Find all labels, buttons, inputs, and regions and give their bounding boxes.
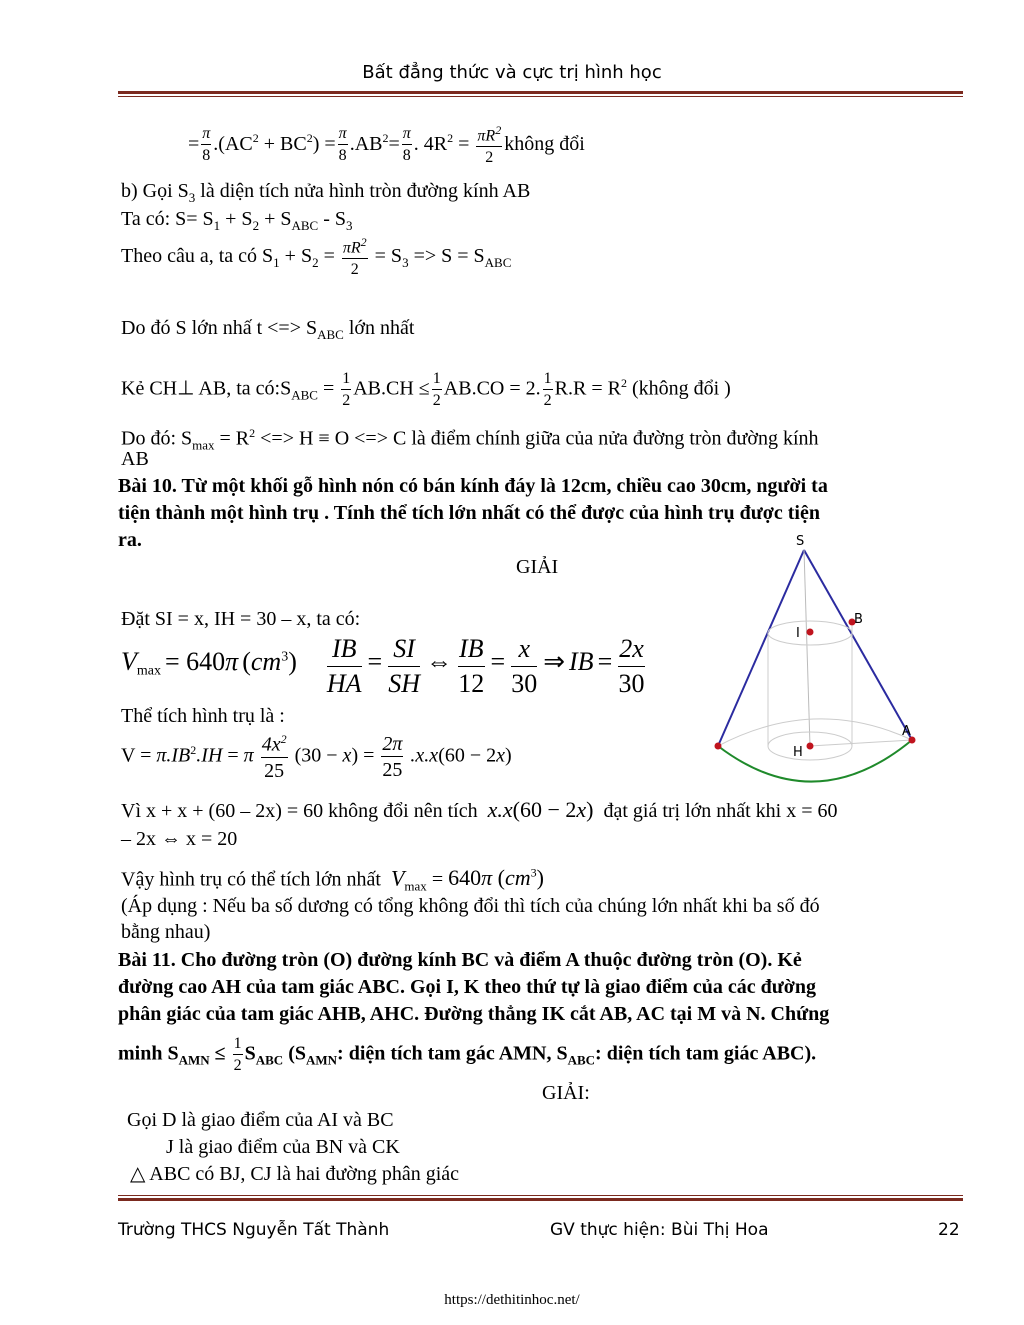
bai10-line-1: Bài 10. Từ một khối gỗ hình nón có bán kính đáy là 12cm, chiều cao 30cm, người ta [118,475,828,497]
line-ap-dung-2: bằng nhau) [121,921,211,943]
header-rule [118,91,963,94]
line-3: Ta có: $S= S_1 + S_2 + S_{ABC} - S_3$ [121,208,353,233]
line-the-tich: Thể tích hình trụ là : [121,705,285,727]
footer-rule-thin [118,1195,963,1196]
line-4: Theo câu a, ta có $S_1 + S_2$ = $\frac{\pi R^2}{2}$ = $S_3 => S = S_{ABC}$ [121,235,512,279]
giai-heading-2: GIẢI: [542,1082,590,1104]
giai-heading-1: GIẢI [516,556,559,578]
point-i [807,629,814,636]
triangle-icon: △ [130,1163,146,1185]
volume-formula: $V = \pi.IB^2.IH = \pi$ $\frac{4x^2}{25}$ (30 − x) = $\frac{2\pi}{25}$ .x.x(60 − 2x) [121,732,512,782]
bai11-line-4: minh $S_{AMN}$ ≤ $\frac{1}{2}$ $S_{ABC}$ ($S_{AMN}$: diện tích tam gác AMN, $S_{ABC}$: diện tích tam giác ABC). [118,1035,817,1074]
line-2: b) Gọi $S_3$ là diện tích nửa hình tròn đường kính AB [121,180,531,205]
line-vi-1: Vì x + x + (60 – 2x) = 60 không đổi nên tích x.x(60 − 2x) đạt giá trị lớn nhất khi x = 60 [121,797,838,822]
line-5: Do đó S lớn nhấ t <=> $S_{ABC}$ lớn nhất [121,317,415,342]
footer-url[interactable]: https://dethitinhoc.net/ [444,1292,580,1308]
cone-figure [700,530,940,790]
page-number: 22 [938,1220,960,1240]
footer-rule [118,1198,963,1201]
point-left [715,743,722,750]
line-7: Do đó: $S_{max} = R^2$ <=> H ≡ O <=> C là điểm chính giữa của nửa đường tròn đường kính [121,426,819,453]
point-h [807,743,814,750]
line-g3: △ ABC có BJ, CJ là hai đường phân giác [130,1163,460,1185]
formula-line-1: = $\frac{\pi}{8}$ $.(AC^2 + BC^2)$ = $\frac{\pi}{8}$ $.AB^2=$ $\frac{\pi}{8}$ . $4R^2$ = $\frac{\pi R^2}{2}$ không đổi [188,123,585,167]
label-h: H [793,745,803,760]
line-7b: AB [121,448,149,470]
label-s: S [796,534,805,549]
line-dat: Đặt SI = x, IH = 30 – x, ta có: [121,608,361,630]
footer-school: Trường THCS Nguyễn Tất Thành [118,1220,390,1240]
bai11-line-2: đường cao AH của tam giác ABC. Gọi I, K theo thứ tự là giao điểm của các đường [118,976,816,998]
label-b: B [854,612,863,627]
bai10-line-3: ra. [118,529,142,551]
line-vi-2: – 2x ⇔ x = 20 [121,828,238,850]
line-ap-dung-1: (Áp dụng : Nếu ba số dương có tổng không đổi thì tích của chúng lớn nhất khi ba số đó [121,895,820,917]
proportion-formula: $V_{max} = 640\pi$ $(cm^3)$ $\frac{IB}{HA}$ = $\frac{SI}{SH}$ ⇔ $\frac{IB}{12}$ = $\frac{x}{30}$ ⇒ IB = $\frac{2x}{30}$ [121,634,645,698]
label-i: I [796,626,800,641]
page-header: Bất đẳng thức và cực trị hình học [362,62,662,83]
footer-teacher: GV thực hiện: Bùi Thị Hoa [550,1220,769,1240]
bai11-line-3: phân giác của tam giác AHB, AHC. Đường thẳng IK cắt AB, AC tại M và N. Chứng [118,1003,830,1025]
bai10-line-2: tiện thành một hình trụ . Tính thể tích lớn nhất có thể được của hình trụ được tiện [118,502,820,524]
line-vay: Vậy hình trụ có thể tích lớn nhất $V_{max} = 640\pi$ $(cm^3)$ [121,865,544,894]
line-6: Kẻ CH⊥ AB, ta $có:S_{ABC}$ = $\frac{1}{2}$ AB.CH ≤ $\frac{1}{2}$ AB.CO = 2. $\frac{1}{2}$ $R.R = R^2$ (không đổi ) [121,370,731,410]
line-g1: Gọi D là giao điểm của AI và BC [127,1109,394,1131]
line-g2: J là giao điểm của BN và CK [166,1136,400,1158]
bai11-line-1: Bài 11. Cho đường tròn (O) đường kính BC và điểm A thuộc đường tròn (O). Kẻ [118,949,802,971]
header-rule-thin [118,96,963,97]
label-a: A [902,724,911,739]
